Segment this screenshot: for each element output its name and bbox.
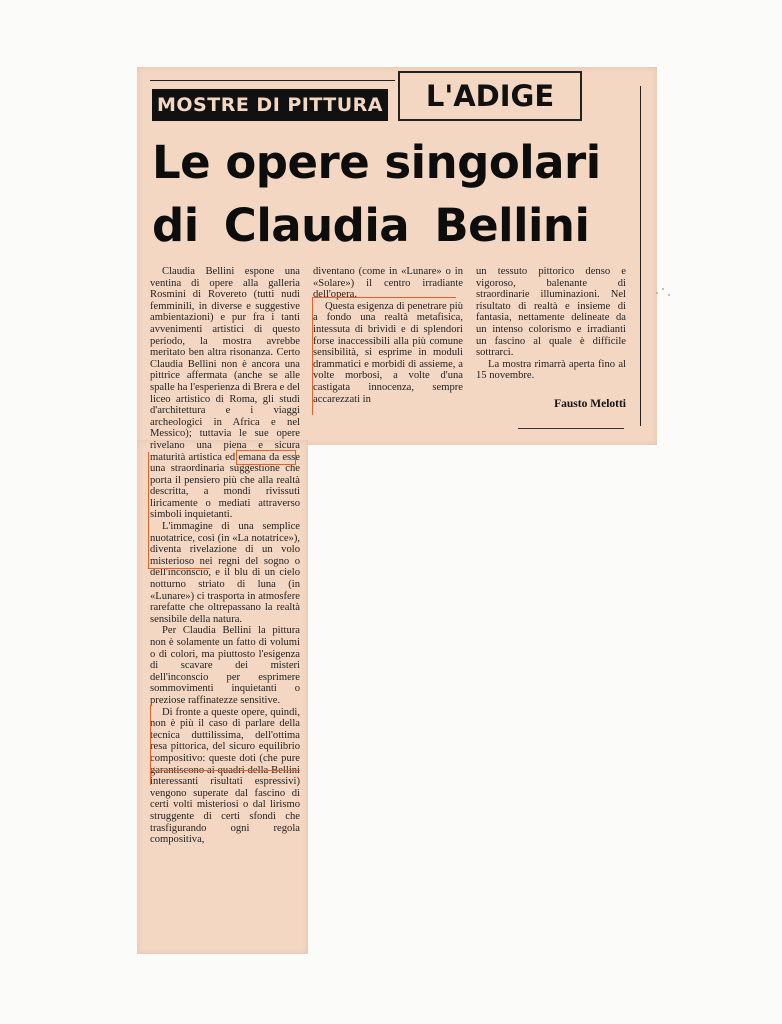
- end-rule: [518, 428, 624, 429]
- scan-speck: [656, 292, 658, 294]
- paragraph: diventano (come in «Lunare» o in «Solare») il centro irradiante dell'opera.: [313, 266, 463, 301]
- pen-mark-box: [236, 450, 296, 465]
- pen-mark-bracket: [312, 297, 317, 415]
- section-label: MOSTRE DI PITTURA: [152, 89, 388, 121]
- paragraph: L'immagine di una semplice nuotatrice, così (in «La notatrice»), diventa rivelazione di un volo misterioso nei regni del sogno o dell'inconscio, e il blu di un cielo notturno striato di luna (in «Lunare») ci trasporta in atmosfere rarefatte che oltrepassano la realtà sensibile della natura.: [150, 521, 300, 625]
- right-border-rule: [640, 86, 641, 426]
- paragraph: Per Claudia Bellini la pittura non è solamente un fatto di volumi o di colori, ma piuttosto l'esigenza di scavare dei misteri dell'inconscio per esprimere sommovimenti inquietanti o preziose raffinatezze sensitive.: [150, 625, 300, 706]
- pen-mark-underline: [312, 297, 456, 299]
- pen-mark-bracket: [148, 452, 153, 568]
- author-byline: Fausto Melotti: [554, 398, 626, 410]
- paragraph: Questa esigenza di penetrare più a fondo una realtà metafisica, intessuta di brividi e di splendori forse inaccessibili alla più comune sensibilità, si esprime in moduli drammatici e morbidi di assieme, a volte morbosi, a volte d'una castigata innocenza, sempre accarezzati in: [313, 300, 463, 405]
- paragraph: La mostra rimarrà aperta fino al 15 novembre.: [476, 358, 626, 382]
- newspaper-masthead: L'ADIGE: [398, 71, 582, 121]
- pen-mark-underline: [148, 568, 210, 570]
- headline-line-2: di Claudia Bellini: [152, 199, 590, 252]
- paragraph: Di fronte a queste opere, quindi, non è più il caso di parlare della tecnica duttilissima, dell'ottima resa pittorica, del sicuro equilibrio compositivo: queste doti (che pure garantiscono ai quadri della Bellini interessanti risultati espressivi) vengono superate dal fascino di certi volti misteriosi o dal lirismo struggente di certi sfondi che trasfigurando ogni regola compositiva,: [150, 706, 300, 846]
- pen-mark-bracket: [150, 705, 155, 785]
- top-rule: [150, 80, 395, 81]
- headline-line-1: Le opere singolari: [152, 136, 601, 189]
- article-column-1: [150, 266, 300, 846]
- scan-speck: [662, 288, 664, 290]
- pen-mark-underline: [150, 770, 300, 772]
- article-column-3: [476, 266, 626, 382]
- article-column-2: [313, 266, 463, 405]
- paragraph: Claudia Bellini espone una ventina di opere alla galleria Rosmini di Rovereto (tutti nudi femminili, in diverse e suggestive ambientazioni) e pur fra i tanti avvenimenti artistici di questo periodo, la mostra avrebbe meritato ben altra risonanza. Certo Claudia Bellini non è ancora una pittrice affermata (anche se alle spalle ha l'esperienza di Brera e del liceo artistico di Roma, gli studi d'architettura e i viaggi archeologici in Africa e nel Messico); tuttavia le sue opere rivelano una piena e sicura maturità artistica ed emana da esse una straordinaria suggestione che porta il pensiero più che alla realtà descritta, a mondi rivissuti liricamente o mediati attraverso simboli inquietanti.: [150, 266, 300, 521]
- scan-speck: [668, 294, 670, 296]
- paragraph: un tessuto pittorico denso e vigoroso, balenante di straordinarie illuminazioni. Nel risultato di realtà e insieme di fantasia, nettamente delineate da un intenso colorismo e irradianti un fascino al quale è difficile sottrarci.: [476, 266, 626, 359]
